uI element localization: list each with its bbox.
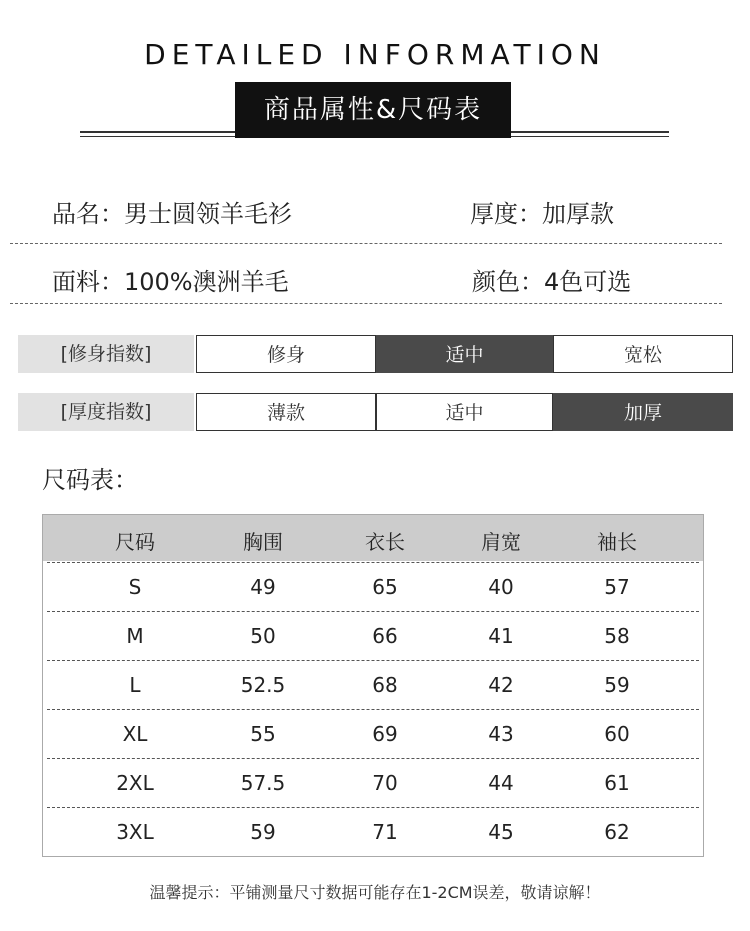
cell-chest: 49 xyxy=(250,575,276,599)
cell-length: 68 xyxy=(372,673,398,697)
cell-length: 69 xyxy=(372,722,398,746)
table-row xyxy=(43,710,703,759)
cell-length: 65 xyxy=(372,575,398,599)
thickness-index-label: [厚度指数] xyxy=(18,393,194,431)
thickness-option-thin: 薄款 xyxy=(196,393,376,431)
cell-shoulder: 43 xyxy=(488,722,514,746)
size-table xyxy=(42,514,704,857)
product-color: 颜色：4色可选 xyxy=(472,268,632,296)
cell-shoulder: 42 xyxy=(488,673,514,697)
table-row xyxy=(43,563,703,612)
cell-length: 70 xyxy=(372,771,398,795)
cell-sleeve: 62 xyxy=(604,820,630,844)
header-line-left-thin xyxy=(80,136,235,137)
size-table-header xyxy=(43,515,703,561)
header-line-right xyxy=(511,131,669,133)
cell-shoulder: 41 xyxy=(488,624,514,648)
cell-shoulder: 40 xyxy=(488,575,514,599)
header-line-left xyxy=(80,131,235,133)
cell-size: L xyxy=(129,673,141,697)
divider-2 xyxy=(10,303,722,304)
fit-index-label: [修身指数] xyxy=(18,335,194,373)
product-thickness: 厚度：加厚款 xyxy=(470,200,614,228)
fit-option-loose: 宽松 xyxy=(553,335,733,373)
product-name: 品名：男士圆领羊毛衫 xyxy=(52,200,292,228)
cell-sleeve: 58 xyxy=(604,624,630,648)
cell-size: XL xyxy=(122,722,148,746)
cell-size: 2XL xyxy=(116,771,154,795)
cell-chest: 59 xyxy=(250,820,276,844)
cell-sleeve: 61 xyxy=(604,771,630,795)
col-header-shoulder: 肩宽 xyxy=(481,530,521,554)
fit-option-regular: 适中 xyxy=(376,335,553,373)
header-title-cn: 商品属性&尺码表 xyxy=(235,82,511,138)
size-table-title: 尺码表： xyxy=(42,466,138,494)
footer-note: 温馨提示：平铺测量尺寸数据可能存在1-2CM误差，敬请谅解！ xyxy=(149,883,601,902)
thickness-option-medium: 适中 xyxy=(376,393,553,431)
cell-sleeve: 60 xyxy=(604,722,630,746)
cell-sleeve: 59 xyxy=(604,673,630,697)
cell-chest: 55 xyxy=(250,722,276,746)
header-title-en: DETAILED INFORMATION xyxy=(144,38,606,71)
cell-size: M xyxy=(126,624,144,648)
table-row xyxy=(43,759,703,808)
col-header-length: 衣长 xyxy=(365,530,405,554)
thickness-option-thick: 加厚 xyxy=(553,393,733,431)
cell-sleeve: 57 xyxy=(604,575,630,599)
table-row xyxy=(43,808,703,857)
table-row xyxy=(43,661,703,710)
cell-length: 71 xyxy=(372,820,398,844)
cell-shoulder: 44 xyxy=(488,771,514,795)
divider-1 xyxy=(10,243,722,244)
cell-size: S xyxy=(128,575,142,599)
fit-option-slim: 修身 xyxy=(196,335,376,373)
header-line-right-thin xyxy=(511,136,669,137)
cell-chest: 52.5 xyxy=(240,673,286,697)
cell-shoulder: 45 xyxy=(488,820,514,844)
table-row xyxy=(43,612,703,661)
cell-size: 3XL xyxy=(116,820,154,844)
col-header-chest: 胸围 xyxy=(243,530,283,554)
col-header-sleeve: 袖长 xyxy=(597,530,637,554)
cell-chest: 50 xyxy=(250,624,276,648)
product-material: 面料：100%澳洲羊毛 xyxy=(52,268,289,296)
cell-chest: 57.5 xyxy=(240,771,286,795)
col-header-size: 尺码 xyxy=(115,530,155,554)
cell-length: 66 xyxy=(372,624,398,648)
